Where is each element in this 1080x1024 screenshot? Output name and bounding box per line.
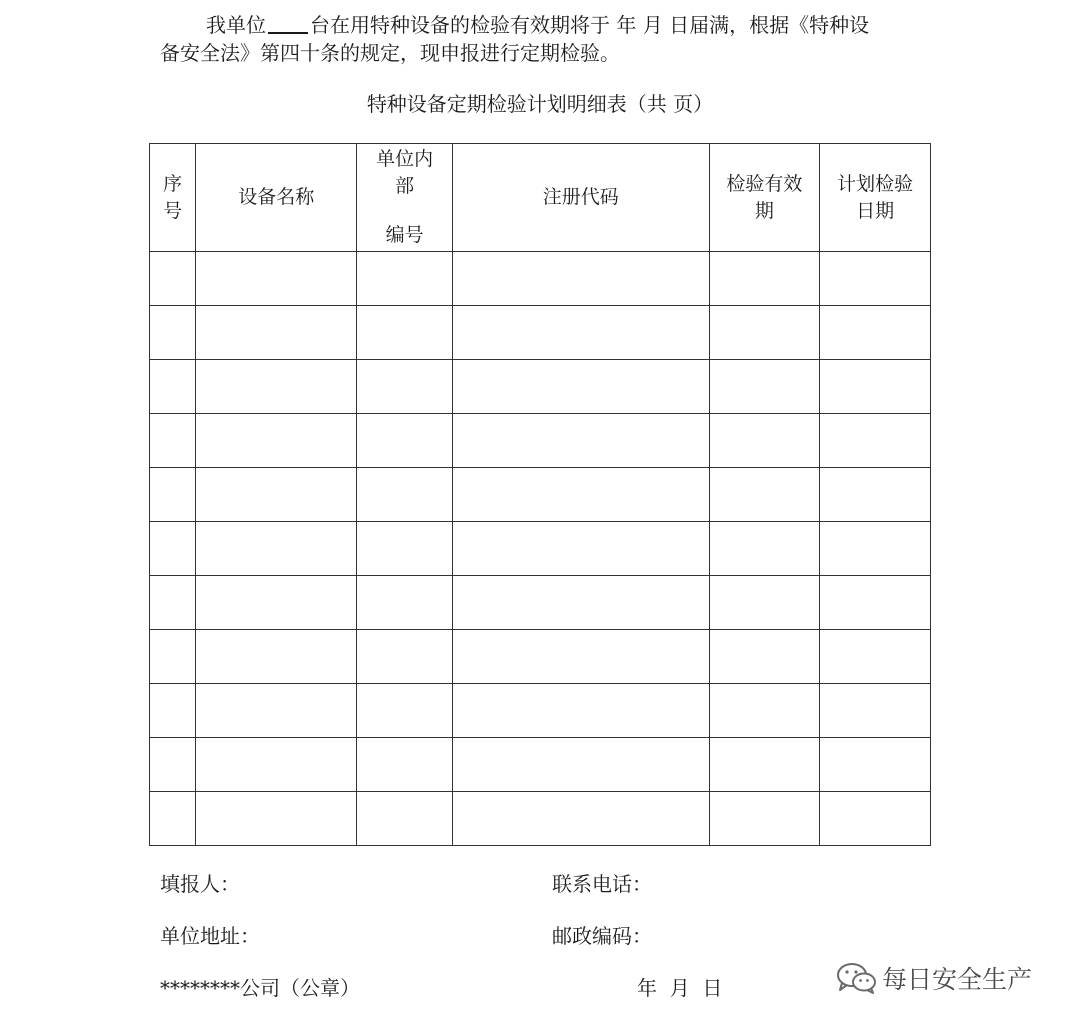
registration-code-cell[interactable] <box>452 630 709 684</box>
seq-cell[interactable] <box>150 630 196 684</box>
equipment-name-cell[interactable] <box>196 576 357 630</box>
valid-period-cell[interactable] <box>709 414 820 468</box>
table-row <box>150 306 931 360</box>
valid-period-cell[interactable] <box>709 306 820 360</box>
table-row <box>150 522 931 576</box>
internal-number-cell[interactable] <box>357 792 453 846</box>
seq-cell[interactable] <box>150 576 196 630</box>
equipment-name-cell[interactable] <box>196 684 357 738</box>
planned-date-cell[interactable] <box>820 360 931 414</box>
table-row <box>150 684 931 738</box>
planned-date-cell[interactable] <box>820 252 931 306</box>
registration-code-cell[interactable] <box>452 360 709 414</box>
registration-code-cell[interactable] <box>452 522 709 576</box>
wechat-icon <box>836 961 878 995</box>
equipment-name-cell[interactable] <box>196 630 357 684</box>
date-blank: 年 月 日 <box>637 976 723 1000</box>
inspection-plan-table <box>149 143 931 846</box>
equipment-name-cell[interactable] <box>196 360 357 414</box>
table-title: 特种设备定期检验计划明细表（共 页） <box>366 92 714 116</box>
registration-code-cell[interactable] <box>452 684 709 738</box>
equipment-name-cell[interactable] <box>196 738 357 792</box>
planned-date-cell[interactable] <box>820 522 931 576</box>
planned-date-cell[interactable] <box>820 306 931 360</box>
intro-prefix: 我单位 <box>206 13 266 37</box>
registration-code-cell[interactable] <box>452 792 709 846</box>
seq-cell[interactable] <box>150 684 196 738</box>
internal-number-cell[interactable] <box>357 630 453 684</box>
seq-cell[interactable] <box>150 306 196 360</box>
seq-cell[interactable] <box>150 738 196 792</box>
intro-line-1-rest: 台在用特种设备的检验有效期将于 年 月 日届满，根据《特种设 <box>310 13 870 37</box>
table-row <box>150 738 931 792</box>
internal-number-cell[interactable] <box>357 252 453 306</box>
internal-number-cell[interactable] <box>357 306 453 360</box>
table-row <box>150 576 931 630</box>
valid-period-cell[interactable] <box>709 252 820 306</box>
registration-code-cell[interactable] <box>452 468 709 522</box>
internal-number-cell[interactable] <box>357 360 453 414</box>
header-equipment-name: 设备名称 <box>196 144 357 252</box>
equipment-name-cell[interactable] <box>196 792 357 846</box>
equipment-name-cell[interactable] <box>196 522 357 576</box>
phone-label: 联系电话： <box>552 872 652 896</box>
unit-count-blank[interactable] <box>268 14 308 34</box>
watermark-text: 每日安全生产 <box>882 965 1033 994</box>
planned-date-cell[interactable] <box>820 738 931 792</box>
planned-date-cell[interactable] <box>820 792 931 846</box>
equipment-name-cell[interactable] <box>196 252 357 306</box>
header-seq-line-2: 号 <box>163 199 183 222</box>
registration-code-cell[interactable] <box>452 252 709 306</box>
intro-line-2: 备安全法》第四十条的规定，现申报进行定期检验。 <box>160 41 620 65</box>
filler-label: 填报人： <box>160 872 240 896</box>
intro-line-1 <box>160 10 930 40</box>
header-seq <box>150 144 196 252</box>
planned-date-cell[interactable] <box>820 468 931 522</box>
header-internal-number-line-3: 编号 <box>385 224 424 246</box>
valid-period-cell[interactable] <box>709 522 820 576</box>
header-registration-code: 注册代码 <box>452 144 709 252</box>
registration-code-cell[interactable] <box>452 306 709 360</box>
table-row <box>150 792 931 846</box>
postcode-label: 邮政编码： <box>552 924 652 948</box>
header-valid-period-line-1: 检验有效 <box>726 172 803 195</box>
header-gap <box>357 200 452 222</box>
valid-period-cell[interactable] <box>709 360 820 414</box>
equipment-name-cell[interactable] <box>196 306 357 360</box>
valid-period-cell[interactable] <box>709 468 820 522</box>
internal-number-cell[interactable] <box>357 738 453 792</box>
seq-cell[interactable] <box>150 468 196 522</box>
seq-cell[interactable] <box>150 414 196 468</box>
planned-date-cell[interactable] <box>820 576 931 630</box>
table-header-row <box>150 144 931 252</box>
internal-number-cell[interactable] <box>357 468 453 522</box>
header-valid-period-line-2: 期 <box>754 199 774 222</box>
seq-cell[interactable] <box>150 360 196 414</box>
seq-cell[interactable] <box>150 792 196 846</box>
header-planned-date <box>820 144 931 252</box>
table-row <box>150 414 931 468</box>
registration-code-cell[interactable] <box>452 576 709 630</box>
header-valid-period <box>709 144 820 252</box>
header-internal-number-line-1: 单位内 <box>376 148 434 170</box>
valid-period-cell[interactable] <box>709 684 820 738</box>
table-row <box>150 252 931 306</box>
planned-date-cell[interactable] <box>820 630 931 684</box>
internal-number-cell[interactable] <box>357 522 453 576</box>
header-internal-number <box>357 144 453 252</box>
table-row <box>150 630 931 684</box>
header-internal-number-line-2: 部 <box>395 175 415 197</box>
valid-period-cell[interactable] <box>709 792 820 846</box>
planned-date-cell[interactable] <box>820 414 931 468</box>
seq-cell[interactable] <box>150 522 196 576</box>
internal-number-cell[interactable] <box>357 576 453 630</box>
table-row <box>150 468 931 522</box>
internal-number-cell[interactable] <box>357 414 453 468</box>
equipment-name-cell[interactable] <box>196 468 357 522</box>
valid-period-cell[interactable] <box>709 630 820 684</box>
internal-number-cell[interactable] <box>357 684 453 738</box>
table-body <box>150 252 931 846</box>
equipment-name-cell[interactable] <box>196 414 357 468</box>
header-planned-date-line-1: 计划检验 <box>837 172 914 195</box>
table-row <box>150 360 931 414</box>
registration-code-cell[interactable] <box>452 738 709 792</box>
address-label: 单位地址： <box>160 924 260 948</box>
header-planned-date-line-2: 日期 <box>856 199 895 222</box>
watermark <box>836 960 1032 996</box>
company-seal-line: ********公司（公章） <box>160 976 360 1000</box>
valid-period-cell[interactable] <box>709 738 820 792</box>
header-seq-line-1: 序 <box>163 172 183 195</box>
planned-date-cell[interactable] <box>820 684 931 738</box>
registration-code-cell[interactable] <box>452 414 709 468</box>
seq-cell[interactable] <box>150 252 196 306</box>
valid-period-cell[interactable] <box>709 576 820 630</box>
